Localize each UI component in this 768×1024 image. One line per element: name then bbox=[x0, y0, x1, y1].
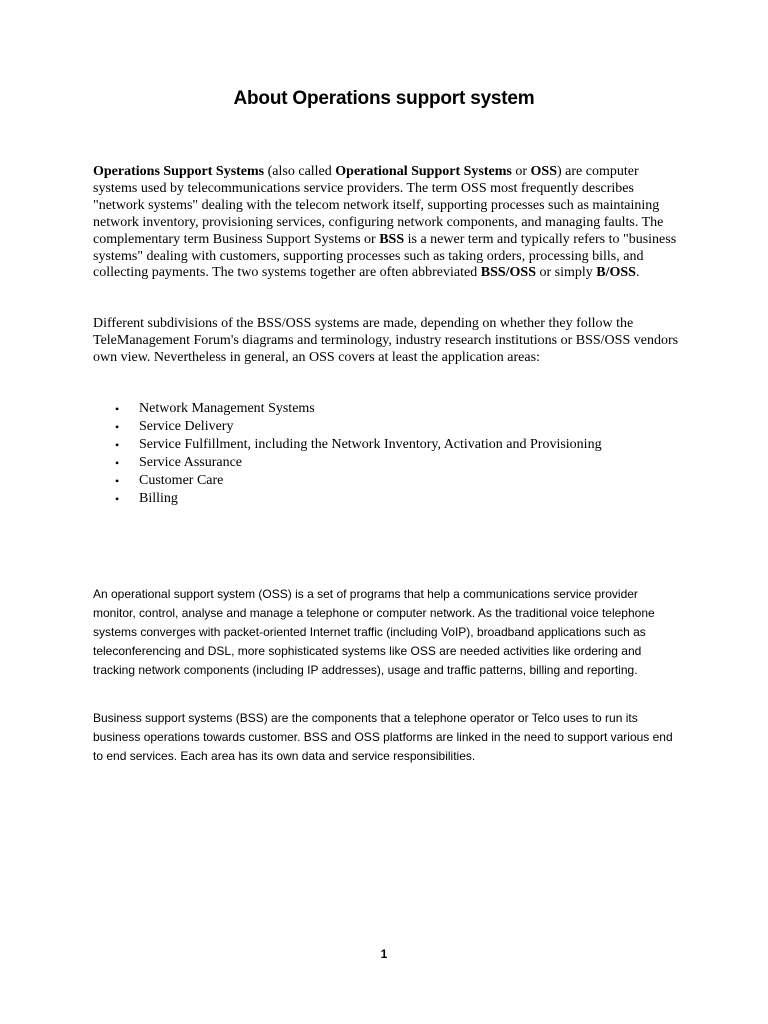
text-run: ) are computer systems used by telecommunications service providers. The term OSS most frequently describes "network systems" dealing with the telecom network itself, supporting processes such as maintaining network inventory, provisioning services, configuring network components, and managing faults. The complementary term Business Support Systems or bbox=[93, 164, 664, 247]
list-item-text: Service Delivery bbox=[139, 419, 234, 434]
list-item bbox=[115, 436, 695, 454]
text-run: (also called bbox=[264, 164, 336, 179]
paragraph-subdivisions: Different subdivisions of the BSS/OSS systems are made, depending on whether they follow the TeleManagement Forum's diagrams and terminology, industry research institutions or BSS/OSS vendors own view. Nevertheless in general, an OSS covers at least the application areas: bbox=[93, 316, 679, 365]
bold-term: OSS bbox=[530, 164, 557, 179]
bold-term: BSS/OSS bbox=[480, 265, 536, 281]
list-item-text: Customer Care bbox=[139, 473, 224, 488]
text-run: . bbox=[635, 265, 640, 281]
list-item bbox=[115, 472, 695, 490]
paragraph-bss: Business support systems (BSS) are the components that a telephone operator or Telco uses to run its business operations towards customer. BSS and OSS platforms are linked in the need to support various end to end services. Each area has its own data and service responsibilities. bbox=[93, 711, 673, 763]
list-item-text: Service Fulfillment, including the Network Inventory, Activation and Provisioning bbox=[139, 437, 602, 452]
page-number: 1 bbox=[380, 947, 388, 961]
bullet-icon: • bbox=[115, 492, 120, 506]
application-areas-list bbox=[115, 400, 695, 508]
text-run: or simply bbox=[536, 265, 597, 281]
text-run: is a newer term and typically refers to "business systems" dealing with customers, supporting processes such as taking orders, processing bills, and collecting payments. The two systems together are often abbreviated bbox=[93, 231, 677, 281]
bold-term: Operations Support Systems bbox=[93, 164, 265, 179]
bold-term: Operational Support Systems bbox=[335, 164, 512, 179]
bullet-icon: • bbox=[115, 420, 120, 434]
list-item-text: Network Management Systems bbox=[139, 401, 315, 416]
bold-term: B/OSS bbox=[596, 265, 636, 281]
bullet-icon: • bbox=[115, 402, 120, 416]
list-item-text: Billing bbox=[139, 491, 178, 506]
document-title: About Operations support system bbox=[233, 88, 535, 109]
list-item bbox=[115, 490, 695, 508]
bold-term: BSS bbox=[379, 231, 405, 247]
bullet-icon: • bbox=[115, 438, 120, 452]
list-item bbox=[115, 418, 695, 436]
list-item-text: Service Assurance bbox=[139, 455, 243, 470]
paragraph-oss-programs: An operational support system (OSS) is a set of programs that help a communications service provider monitor, control, analyse and manage a telephone or computer network. As the traditional voice telephone systems converges with packet-oriented Internet traffic (including VoIP), broadband applications such as teleconferencing and DSL, more sophisticated systems like OSS are needed activities like ordering and tracking network components (including IP addresses), usage and traffic patterns, billing and reporting. bbox=[93, 587, 655, 677]
list-item bbox=[115, 454, 695, 472]
text-run: or bbox=[511, 164, 531, 179]
bullet-icon: • bbox=[115, 456, 120, 470]
list-item bbox=[115, 400, 695, 418]
bullet-icon: • bbox=[115, 474, 120, 488]
paragraph-oss-definition bbox=[93, 164, 683, 282]
